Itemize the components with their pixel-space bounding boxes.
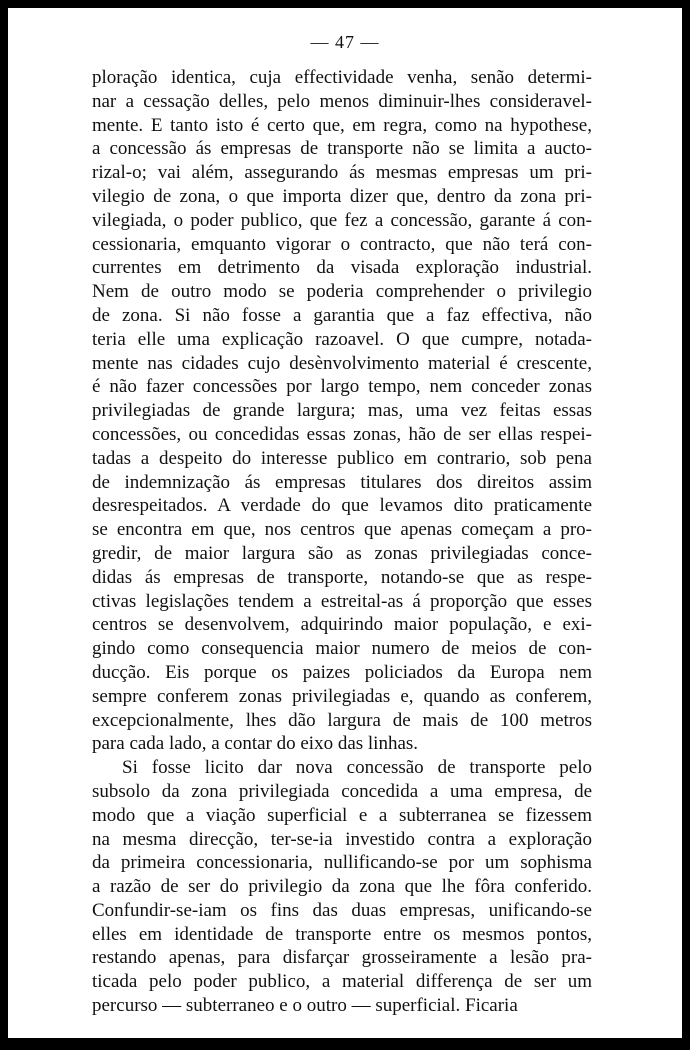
book-page (8, 8, 682, 1038)
text-line: tadas a despeito do interesse publico em contrario, sob pena (92, 447, 592, 469)
text-line: gredir, de maior largura são as zonas privilegiadas conce- (92, 542, 592, 564)
text-line: sempre conferem zonas privilegiadas e, quando as conferem, (92, 685, 592, 707)
text-line: didas ás empresas de transporte, notando-se que as respe- (92, 566, 592, 588)
text-line: de zona. Si não fosse a garantia que a faz effectiva, não (92, 304, 592, 326)
text-line: Si fosse licito dar nova concessão de transporte pelo (122, 757, 592, 779)
text-line: modo que a viação superficial e a subterranea se fizessem (92, 804, 592, 826)
text-line: rizal-o; vai além, assegurando ás mesmas empresas um pri- (92, 162, 592, 184)
body-text (92, 66, 592, 1018)
text-line: percurso — subterraneo e o outro — superficial. Ficaria (92, 995, 518, 1017)
text-line: vilegiada, o poder publico, que fez a concessão, garante á con- (92, 209, 592, 231)
text-line: elles em identidade de transporte entre os mesmos pontos, (92, 923, 592, 945)
text-line: Nem de outro modo se poderia comprehender o privilegio (92, 281, 592, 303)
text-line: ticada pelo poder publico, a material differença de ser um (92, 971, 592, 993)
text-line: para cada lado, a contar do eixo das linhas. (92, 733, 419, 755)
text-line: mente nas cidades cujo desènvolvimento material é crescente, (92, 352, 592, 374)
text-line: ducção. Eis porque os paizes policiados da Europa nem (92, 661, 592, 683)
text-line: ctivas legislações tendem a estreital-as á proporção que esses (92, 590, 592, 612)
text-line: Confundir-se-iam os fins das duas empresas, unificando-se (92, 899, 592, 921)
text-line: mente. E tanto isto é certo que, em regra, como na hypothese, (92, 114, 592, 136)
text-line: desrespeitados. A verdade do que levamos dito praticamente (92, 495, 592, 517)
text-line: teria elle uma explicação razoavel. O que cumpre, notada- (92, 328, 592, 350)
text-line: a concessão ás empresas de transporte não se limita a aucto- (92, 138, 592, 160)
text-line: ploração identica, cuja effectividade venha, senão determi- (92, 67, 592, 88)
text-line: privilegiadas de grande largura; mas, uma vez feitas essas (92, 400, 592, 422)
text-line: concessões, ou concedidas essas zonas, hão de ser ellas respei- (92, 423, 592, 445)
text-line: vilegio de zona, o que importa dizer que, dentro da zona pri- (92, 185, 592, 207)
text-line: da primeira concessionaria, nullificando-se por um sophisma (92, 852, 592, 874)
text-line: restando apenas, para disfarçar grosseiramente a lesão pra- (92, 947, 592, 969)
text-line: excepcionalmente, lhes dão largura de mais de 100 metros (92, 709, 592, 731)
text-line: centros se desenvolvem, adquirindo maior população, e exi- (92, 614, 592, 636)
text-line: de indemnização ás empresas titulares dos direitos assim (92, 471, 592, 493)
text-line: é não fazer concessões por largo tempo, nem conceder zonas (92, 376, 592, 398)
paragraph (92, 756, 592, 1018)
page-number: — 47 — (310, 32, 380, 52)
paragraph (92, 66, 592, 756)
text-line: se encontra em que, nos centros que apenas começam a pro- (92, 519, 592, 541)
text-line: currentes em detrimento da visada exploração industrial. (92, 257, 592, 279)
text-line: nar a cessação delles, pelo menos diminuir-lhes consideravel- (92, 90, 592, 112)
text-line: cessionaria, emquanto vigorar o contracto, que não terá con- (92, 233, 592, 255)
text-line: na mesma direcção, ter-se-ia investido contra a exploração (92, 828, 592, 850)
text-line: gindo como consequencia maior numero de meios de con- (92, 638, 592, 660)
text-line: subsolo da zona privilegiada concedida a uma empresa, de (92, 780, 592, 802)
text-line: a razão de ser do privilegio da zona que lhe fôra conferido. (92, 876, 592, 898)
